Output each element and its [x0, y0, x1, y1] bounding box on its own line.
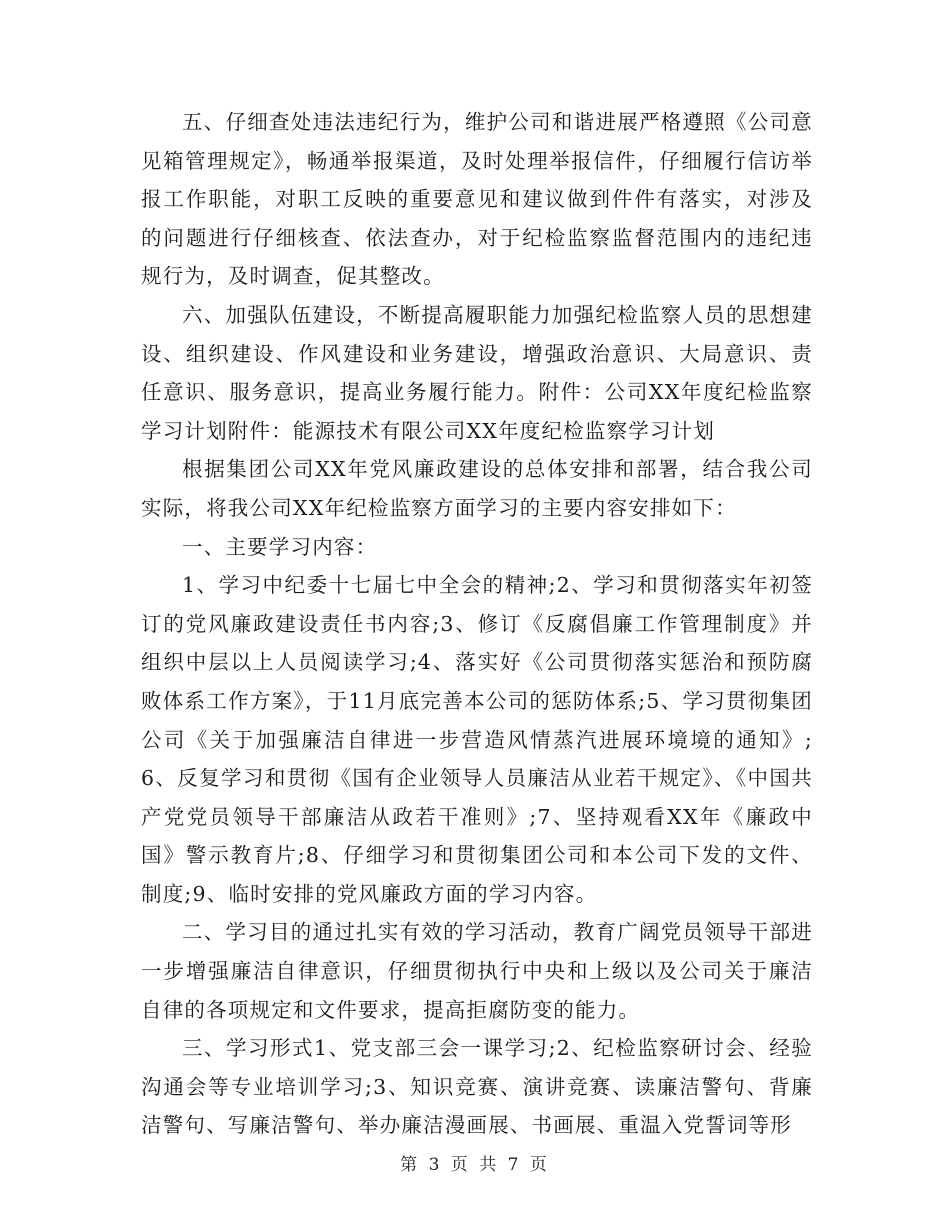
- paragraph-study-purpose: 二、学习目的通过扎实有效的学习活动，教育广阔党员领导干部进一步增强廉洁自律意识，仔细贯彻执行中央和上级以及公司关于廉洁自律的各项规定和文件要求，提高拒腐防变的能力。: [141, 920, 813, 1022]
- paragraph-study-content-list: 1、学习中纪委十七届七中全会的精神;2、学习和贯彻落实年初签订的党风廉政建设责任书内容;3、修订《反腐倡廉工作管理制度》并组织中层以上人员阅读学习;4、落实好《公司贯彻落实惩治和预防腐败体系工作方案》，于11月底完善本公司的惩防体系;5、学习贯彻集团公司《关于加强廉洁自律进一步营造风情蒸汽进展环境境的通知》;6、反复学习和贯彻《国有企业领导人员廉洁从业若干规定》、《中国共产党党员领导干部廉洁从政若干准则》;7、坚持观看XX年《廉政中国》警示教育片;8、仔细学习和贯彻集团公司和本公司下发的文件、制度;9、临时安排的党风廉政方面的学习内容。: [141, 573, 813, 906]
- paragraph-study-plan-intro: 根据集团公司XX年党风廉政建设的总体安排和部署，结合我公司实际，将我公司XX年纪检监察方面学习的主要内容安排如下：: [141, 457, 813, 520]
- heading-main-study-content: 一、主要学习内容：: [182, 534, 378, 559]
- page-number-footer: 第 3 页 共 7 页: [400, 1155, 550, 1175]
- document-body: [141, 103, 813, 1145]
- paragraph-section-five: 五、仔细查处违法违纪行为，维护公司和谐进展严格遵照《公司意见箱管理规定》，畅通举报渠道，及时处理举报信件，仔细履行信访举报工作职能，对职工反映的重要意见和建议做到件件有落实，对涉及的问题进行仔细核查、依法查办，对于纪检监察监督范围内的违纪违规行为，及时调查，促其整改。: [141, 110, 813, 289]
- paragraph-section-six: 六、加强队伍建设，不断提高履职能力加强纪检监察人员的思想建设、组织建设、作风建设和业务建设，增强政治意识、大局意识、责任意识、服务意识，提高业务履行能力。附件：公司XX年度纪检监察学习计划附件：能源技术有限公司XX年度纪检监察学习计划: [141, 302, 813, 443]
- paragraph-study-form: 三、学习形式1、党支部三会一课学习;2、纪检监察研讨会、经验沟通会等专业培训学习;3、知识竞赛、演讲竞赛、读廉洁警句、背廉洁警句、写廉洁警句、举办廉洁漫画展、书画展、重温入党誓词等形: [141, 1036, 813, 1138]
